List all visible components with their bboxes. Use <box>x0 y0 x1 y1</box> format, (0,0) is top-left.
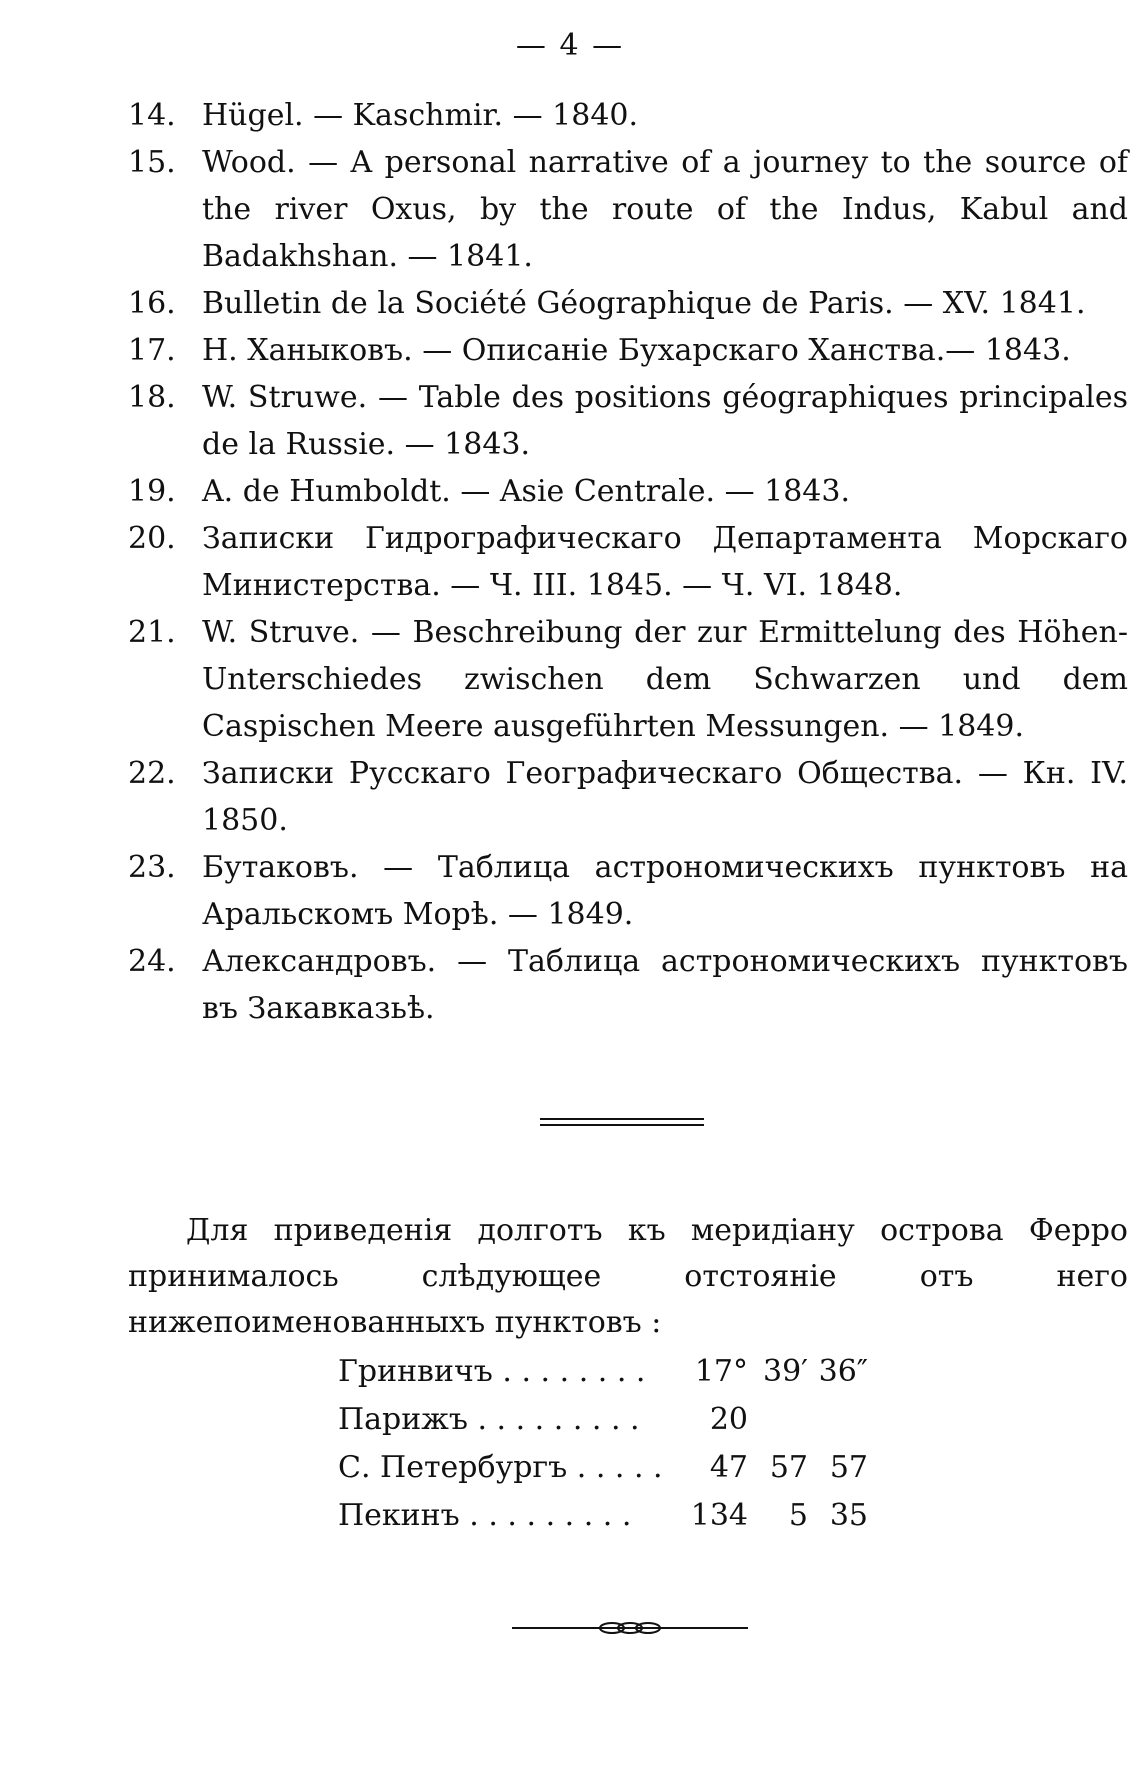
reference-number: 20. <box>128 521 176 556</box>
degrees-value: 17° <box>694 1354 748 1389</box>
longitude-table <box>338 1348 958 1540</box>
reference-item <box>128 468 1128 515</box>
degrees-value: 47 <box>709 1450 748 1485</box>
place-name: Пекинъ . . . . . . . . . <box>338 1498 632 1533</box>
reference-item <box>128 938 1128 1032</box>
reference-item <box>128 139 1128 280</box>
double-rule-divider <box>540 1118 704 1126</box>
reference-item <box>128 327 1128 374</box>
reference-list <box>128 92 1128 1032</box>
seconds-value: 35 <box>829 1498 868 1533</box>
reference-item <box>128 609 1128 750</box>
reference-text: Wood. — A personal narrative of a journey to the source of the river Oxus, by the route of the Indus, Kabul and Badakhshan. — 1841. <box>202 145 1128 274</box>
seconds-value: 57 <box>829 1450 868 1485</box>
intro-paragraph: Для приведенія долготъ къ меридіану острова Ферро принималось слѣдующее отстояніе отъ него нижепоименованныхъ пунктовъ : <box>128 1213 1128 1340</box>
reference-text: Bulletin de la Société Géographique de Paris. — XV. 1841. <box>202 286 1086 321</box>
reference-number: 22. <box>128 756 176 791</box>
reference-number: 23. <box>128 850 176 885</box>
table-row <box>338 1396 958 1444</box>
reference-number: 15. <box>128 145 176 180</box>
degrees-value: 134 <box>690 1498 748 1533</box>
end-ornament <box>512 1618 748 1638</box>
reference-text: A. de Humboldt. — Asie Centrale. — 1843. <box>202 474 850 509</box>
minutes-value: 39′ <box>763 1354 808 1389</box>
reference-text: Записки Русскаго Географическаго Общества. — Кн. IV. 1850. <box>202 756 1128 838</box>
place-name: Гринвичъ . . . . . . . . <box>338 1354 646 1389</box>
minutes-value: 57 <box>769 1450 808 1485</box>
reference-text: Hügel. — Kaschmir. — 1840. <box>202 98 639 133</box>
reference-text: Н. Ханыковъ. — Описаніе Бухарскаго Ханства.— 1843. <box>202 333 1071 368</box>
reference-item <box>128 750 1128 844</box>
reference-text: W. Struve. — Beschreibung der zur Ermittelung des Höhen-Unterschiedes zwischen dem Schwarzen und dem Caspischen Meere ausgeführten Messungen. — 1849. <box>202 615 1128 744</box>
reference-number: 18. <box>128 380 176 415</box>
table-row <box>338 1348 958 1396</box>
minutes-value: 5 <box>788 1498 808 1533</box>
place-name: С. Петербургъ . . . . . <box>338 1450 663 1485</box>
reference-text: Бутаковъ. — Таблица астрономическихъ пунктовъ на Аральскомъ Морѣ. — 1849. <box>202 850 1128 932</box>
reference-number: 17. <box>128 333 176 368</box>
reference-item <box>128 844 1128 938</box>
reference-item <box>128 92 1128 139</box>
reference-text: Записки Гидрографическаго Департамента Морскаго Министерства. — Ч. III. 1845. — Ч. VI. 1848. <box>202 521 1128 603</box>
reference-number: 19. <box>128 474 176 509</box>
reference-item <box>128 280 1128 327</box>
reference-item <box>128 515 1128 609</box>
reference-text: Александровъ. — Таблица астрономическихъ пунктовъ въ Закавказьѣ. <box>202 944 1128 1026</box>
minutes-value <box>748 1396 808 1444</box>
reference-item <box>128 374 1128 468</box>
table-row <box>338 1444 958 1492</box>
place-name: Парижъ . . . . . . . . . <box>338 1402 640 1437</box>
page-number: — 4 — <box>515 28 625 63</box>
table-row <box>338 1492 958 1540</box>
reference-number: 14. <box>128 98 176 133</box>
reference-number: 16. <box>128 286 176 321</box>
reference-number: 21. <box>128 615 176 650</box>
seconds-value <box>808 1396 868 1444</box>
degrees-value: 20 <box>709 1402 748 1437</box>
seconds-value: 36″ <box>818 1354 868 1389</box>
reference-text: W. Struwe. — Table des positions géographiques principales de la Russie. — 1843. <box>202 380 1128 462</box>
reference-number: 24. <box>128 944 176 979</box>
